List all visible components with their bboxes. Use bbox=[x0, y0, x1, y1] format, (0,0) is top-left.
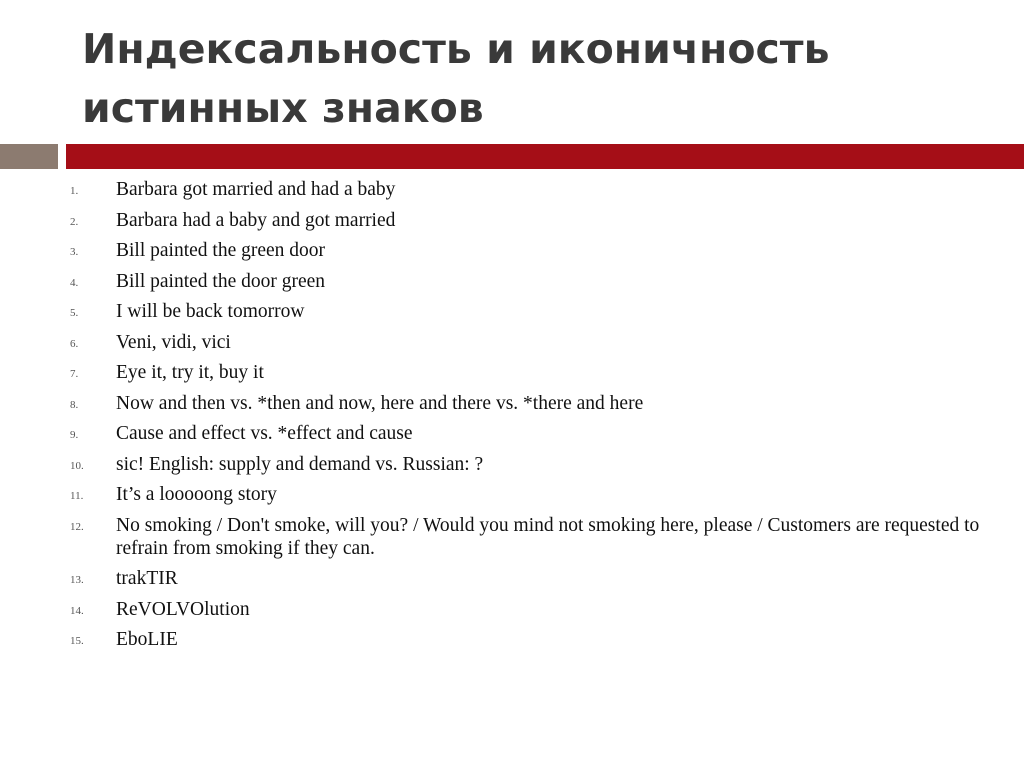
list-item bbox=[70, 239, 990, 262]
list-item bbox=[70, 628, 990, 651]
list-item-text: Bill painted the green door bbox=[116, 240, 326, 261]
list-item-text: I will be back tomorrow bbox=[116, 301, 305, 322]
list-item-number: 13. bbox=[70, 574, 84, 586]
list-item-number: 2. bbox=[70, 215, 79, 228]
list-item bbox=[70, 514, 990, 560]
list-item bbox=[70, 598, 990, 621]
list-item-number: 11. bbox=[70, 490, 84, 502]
accent-bar-gray bbox=[0, 144, 58, 169]
list-item bbox=[70, 270, 990, 293]
list-item-text: It’s a looooong story bbox=[116, 484, 277, 505]
numbered-list bbox=[70, 178, 990, 659]
list-item bbox=[70, 422, 990, 445]
accent-bar-red bbox=[66, 144, 1024, 169]
slide-title-line-2: истинных знаков bbox=[82, 84, 484, 132]
list-item bbox=[70, 567, 990, 590]
list-item-text: Veni, vidi, vici bbox=[116, 331, 231, 353]
list-item-number: 7. bbox=[70, 368, 79, 380]
list-item bbox=[70, 483, 990, 506]
slide-title bbox=[82, 20, 982, 138]
list-item-number: 9. bbox=[70, 429, 79, 441]
list-item-number: 6. bbox=[70, 337, 79, 350]
list-item-text: ReVOLVOlution bbox=[116, 598, 250, 620]
list-item-number: 8. bbox=[70, 398, 79, 411]
list-item bbox=[70, 331, 990, 354]
slide-title-line-1: Индексальность и иконичность bbox=[82, 25, 830, 73]
list-item-text: Bill painted the door green bbox=[116, 270, 326, 292]
list-item bbox=[70, 178, 990, 201]
list-item-text: EboLIE bbox=[116, 629, 178, 650]
list-item bbox=[70, 392, 990, 415]
list-item-text: Barbara got married and had a baby bbox=[116, 179, 396, 200]
list-item-number: 1. bbox=[70, 185, 79, 197]
list-item-text: Barbara had a baby and got married bbox=[116, 209, 396, 231]
list-item-text: Cause and effect vs. *effect and cause bbox=[116, 423, 413, 444]
list-item-text: trakTIR bbox=[116, 568, 178, 589]
list-item bbox=[70, 453, 990, 476]
list-item-number: 15. bbox=[70, 635, 84, 647]
list-item-number: 10. bbox=[70, 459, 84, 472]
list-item-number: 12. bbox=[70, 520, 84, 533]
list-item-number: 5. bbox=[70, 307, 79, 319]
list-item bbox=[70, 361, 990, 384]
list-item-number: 3. bbox=[70, 246, 79, 258]
list-item-number: 4. bbox=[70, 276, 79, 289]
list-item-text: Now and then vs. *then and now, here and there vs. *there and here bbox=[116, 392, 644, 414]
list-item-number: 14. bbox=[70, 604, 84, 617]
list-item-text: sic! English: supply and demand vs. Russian: ? bbox=[116, 453, 484, 475]
list-item-text: No smoking / Don't smoke, will you? / Would you mind not smoking here, please / Customers are requested to refrain from smoking if they can. bbox=[116, 514, 980, 559]
list-item bbox=[70, 209, 990, 232]
list-item bbox=[70, 300, 990, 323]
list-item-text: Eye it, try it, buy it bbox=[116, 362, 264, 383]
